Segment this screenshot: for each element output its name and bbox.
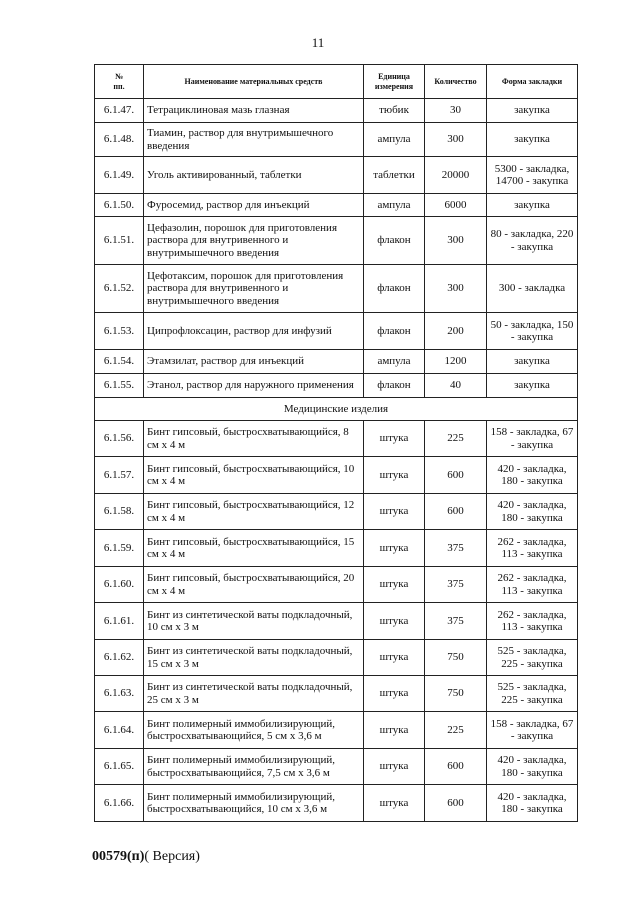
row-num: 6.1.64. bbox=[95, 712, 144, 749]
supplies-table bbox=[94, 64, 578, 822]
row-qty: 750 bbox=[425, 640, 487, 676]
row-unit: штука bbox=[364, 785, 425, 822]
row-name: Бинт полимерный иммобилизирующий, быстросхватывающийся, 5 см х 3,6 м bbox=[144, 712, 364, 749]
document-code: 00579(п) bbox=[92, 849, 145, 864]
row-num: 6.1.60. bbox=[95, 567, 144, 603]
row-qty: 225 bbox=[425, 421, 487, 457]
row-qty: 300 bbox=[425, 217, 487, 265]
row-qty: 375 bbox=[425, 567, 487, 603]
row-qty: 20000 bbox=[425, 157, 487, 194]
header-unit: Единица измерения bbox=[364, 65, 425, 99]
row-qty: 375 bbox=[425, 530, 487, 567]
row-unit: штука bbox=[364, 494, 425, 530]
row-form: 300 - закладка bbox=[487, 265, 578, 313]
header-form: Форма закладки bbox=[487, 65, 578, 99]
table-row bbox=[95, 157, 578, 194]
row-form: 158 - закладка, 67 - закупка bbox=[487, 712, 578, 749]
row-qty: 600 bbox=[425, 494, 487, 530]
row-num: 6.1.58. bbox=[95, 494, 144, 530]
row-form: 158 - закладка, 67 - закупка bbox=[487, 421, 578, 457]
row-form: закупка bbox=[487, 123, 578, 157]
row-name: Бинт полимерный иммобилизирующий, быстросхватывающийся, 7,5 см х 3,6 м bbox=[144, 749, 364, 785]
row-name: Уголь активированный, таблетки bbox=[144, 157, 364, 194]
table-row bbox=[95, 494, 578, 530]
row-form: 420 - закладка, 180 - закупка bbox=[487, 749, 578, 785]
row-num: 6.1.61. bbox=[95, 603, 144, 640]
row-num: 6.1.49. bbox=[95, 157, 144, 194]
table-row bbox=[95, 350, 578, 374]
row-qty: 600 bbox=[425, 785, 487, 822]
row-unit: флакон bbox=[364, 374, 425, 398]
row-name: Тиамин, раствор для внутримышечного введения bbox=[144, 123, 364, 157]
row-num: 6.1.65. bbox=[95, 749, 144, 785]
row-qty: 600 bbox=[425, 749, 487, 785]
header-qty: Количество bbox=[425, 65, 487, 99]
row-form: 262 - закладка, 113 - закупка bbox=[487, 567, 578, 603]
row-num: 6.1.62. bbox=[95, 640, 144, 676]
table-row bbox=[95, 530, 578, 567]
table-row bbox=[95, 99, 578, 123]
row-qty: 375 bbox=[425, 603, 487, 640]
table-row bbox=[95, 194, 578, 217]
row-name: Бинт гипсовый, быстросхватывающийся, 15 см х 4 м bbox=[144, 530, 364, 567]
row-qty: 300 bbox=[425, 123, 487, 157]
row-qty: 225 bbox=[425, 712, 487, 749]
table-row bbox=[95, 603, 578, 640]
row-form: 5300 - закладка, 14700 - закупка bbox=[487, 157, 578, 194]
row-name: Бинт из синтетической ваты подкладочный, 25 см х 3 м bbox=[144, 676, 364, 712]
row-qty: 200 bbox=[425, 313, 487, 350]
row-num: 6.1.63. bbox=[95, 676, 144, 712]
row-qty: 40 bbox=[425, 374, 487, 398]
row-form: 50 - закладка, 150 - закупка bbox=[487, 313, 578, 350]
row-name: Ципрофлоксацин, раствор для инфузий bbox=[144, 313, 364, 350]
row-num: 6.1.59. bbox=[95, 530, 144, 567]
row-form: 420 - закладка, 180 - закупка bbox=[487, 785, 578, 822]
row-num: 6.1.52. bbox=[95, 265, 144, 313]
row-unit: штука bbox=[364, 749, 425, 785]
row-num: 6.1.47. bbox=[95, 99, 144, 123]
row-form: 262 - закладка, 113 - закупка bbox=[487, 530, 578, 567]
header-num: № пп. bbox=[95, 65, 144, 99]
row-unit: штука bbox=[364, 712, 425, 749]
row-qty: 750 bbox=[425, 676, 487, 712]
row-unit: ампула bbox=[364, 123, 425, 157]
row-form: 525 - закладка, 225 - закупка bbox=[487, 640, 578, 676]
row-unit: штука bbox=[364, 421, 425, 457]
table-row bbox=[95, 265, 578, 313]
row-name: Фуросемид, раствор для инъекций bbox=[144, 194, 364, 217]
row-num: 6.1.51. bbox=[95, 217, 144, 265]
row-num: 6.1.48. bbox=[95, 123, 144, 157]
row-form: закупка bbox=[487, 194, 578, 217]
section-row bbox=[95, 398, 578, 421]
row-qty: 30 bbox=[425, 99, 487, 123]
row-unit: штука bbox=[364, 567, 425, 603]
table-row bbox=[95, 217, 578, 265]
table-row bbox=[95, 567, 578, 603]
row-unit: тюбик bbox=[364, 99, 425, 123]
table-row bbox=[95, 749, 578, 785]
document-version: ( Версия) bbox=[144, 849, 200, 864]
row-unit: штука bbox=[364, 457, 425, 494]
row-name: Бинт гипсовый, быстросхватывающийся, 20 см х 4 м bbox=[144, 567, 364, 603]
table-row bbox=[95, 640, 578, 676]
header-name: Наименование материальных средств bbox=[144, 65, 364, 99]
table-row bbox=[95, 123, 578, 157]
row-name: Цефотаксим, порошок для приготовления раствора для внутривенного и внутримышечного введения bbox=[144, 265, 364, 313]
row-num: 6.1.54. bbox=[95, 350, 144, 374]
table-row bbox=[95, 676, 578, 712]
row-name: Этамзилат, раствор для инъекций bbox=[144, 350, 364, 374]
row-form: 420 - закладка, 180 - закупка bbox=[487, 494, 578, 530]
table-row bbox=[95, 313, 578, 350]
table-row bbox=[95, 785, 578, 822]
row-unit: ампула bbox=[364, 194, 425, 217]
row-num: 6.1.66. bbox=[95, 785, 144, 822]
row-num: 6.1.55. bbox=[95, 374, 144, 398]
row-num: 6.1.50. bbox=[95, 194, 144, 217]
document-footer bbox=[92, 849, 200, 865]
row-form: 420 - закладка, 180 - закупка bbox=[487, 457, 578, 494]
row-name: Бинт полимерный иммобилизирующий, быстросхватывающийся, 10 см х 3,6 м bbox=[144, 785, 364, 822]
page-number: 11 bbox=[311, 35, 325, 50]
row-unit: флакон bbox=[364, 313, 425, 350]
row-form: закупка bbox=[487, 99, 578, 123]
row-form: 525 - закладка, 225 - закупка bbox=[487, 676, 578, 712]
section-title: Медицинские изделия bbox=[95, 398, 578, 421]
row-unit: штука bbox=[364, 676, 425, 712]
row-name: Бинт из синтетической ваты подкладочный, 15 см х 3 м bbox=[144, 640, 364, 676]
row-name: Цефазолин, порошок для приготовления раствора для внутривенного и внутримышечного введения bbox=[144, 217, 364, 265]
row-unit: флакон bbox=[364, 265, 425, 313]
row-qty: 300 bbox=[425, 265, 487, 313]
table-row bbox=[95, 421, 578, 457]
row-form: 80 - закладка, 220 - закупка bbox=[487, 217, 578, 265]
row-num: 6.1.57. bbox=[95, 457, 144, 494]
row-name: Бинт гипсовый, быстросхватывающийся, 12 см х 4 м bbox=[144, 494, 364, 530]
row-qty: 600 bbox=[425, 457, 487, 494]
row-unit: ампула bbox=[364, 350, 425, 374]
table-row bbox=[95, 712, 578, 749]
table-row bbox=[95, 457, 578, 494]
row-num: 6.1.53. bbox=[95, 313, 144, 350]
table-header-row bbox=[95, 65, 578, 99]
row-form: закупка bbox=[487, 350, 578, 374]
row-form: закупка bbox=[487, 374, 578, 398]
row-qty: 6000 bbox=[425, 194, 487, 217]
row-name: Бинт гипсовый, быстросхватывающийся, 10 см х 4 м bbox=[144, 457, 364, 494]
row-unit: штука bbox=[364, 530, 425, 567]
row-name: Этанол, раствор для наружного применения bbox=[144, 374, 364, 398]
row-name: Тетрациклиновая мазь глазная bbox=[144, 99, 364, 123]
row-unit: штука bbox=[364, 640, 425, 676]
row-name: Бинт гипсовый, быстросхватывающийся, 8 см х 4 м bbox=[144, 421, 364, 457]
table-row bbox=[95, 374, 578, 398]
row-num: 6.1.56. bbox=[95, 421, 144, 457]
row-name: Бинт из синтетической ваты подкладочный, 10 см х 3 м bbox=[144, 603, 364, 640]
row-unit: штука bbox=[364, 603, 425, 640]
row-unit: таблетки bbox=[364, 157, 425, 194]
row-form: 262 - закладка, 113 - закупка bbox=[487, 603, 578, 640]
row-qty: 1200 bbox=[425, 350, 487, 374]
row-unit: флакон bbox=[364, 217, 425, 265]
